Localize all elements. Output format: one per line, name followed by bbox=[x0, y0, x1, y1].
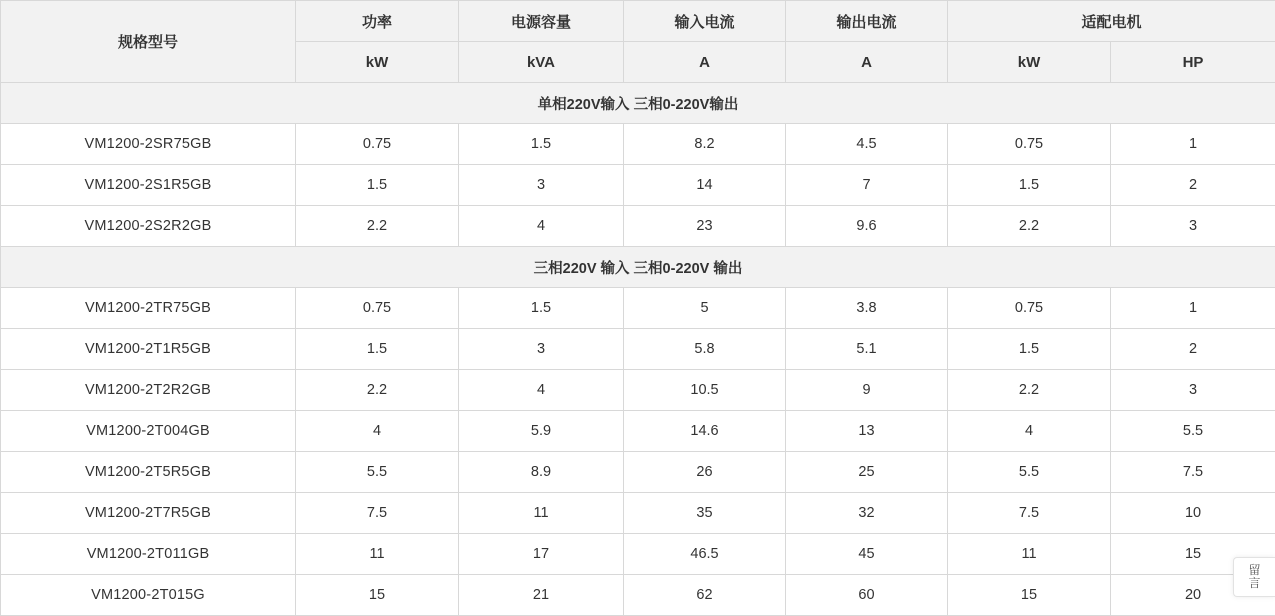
cell-motor-kw: 7.5 bbox=[948, 493, 1111, 534]
cell-motor-hp: 5.5 bbox=[1111, 411, 1275, 452]
cell-motor-kw: 1.5 bbox=[948, 329, 1111, 370]
cell-output-a: 9.6 bbox=[786, 206, 948, 247]
table-row bbox=[1, 575, 1275, 616]
header-unit-motor-kw: kW bbox=[948, 42, 1111, 83]
cell-supply-kva: 4 bbox=[459, 370, 624, 411]
cell-motor-kw: 0.75 bbox=[948, 288, 1111, 329]
cell-power-kw: 4 bbox=[296, 411, 459, 452]
cell-model: VM1200-2T015G bbox=[1, 575, 296, 616]
header-power: 功率 bbox=[296, 1, 459, 42]
cell-model: VM1200-2T7R5GB bbox=[1, 493, 296, 534]
cell-motor-hp: 7.5 bbox=[1111, 452, 1275, 493]
cell-power-kw: 5.5 bbox=[296, 452, 459, 493]
header-matched-motor: 适配电机 bbox=[948, 1, 1275, 42]
cell-output-a: 32 bbox=[786, 493, 948, 534]
cell-model: VM1200-2T5R5GB bbox=[1, 452, 296, 493]
header-unit-output-current: A bbox=[786, 42, 948, 83]
cell-power-kw: 0.75 bbox=[296, 288, 459, 329]
cell-output-a: 45 bbox=[786, 534, 948, 575]
cell-motor-kw: 1.5 bbox=[948, 165, 1111, 206]
table-row bbox=[1, 452, 1275, 493]
table-row bbox=[1, 124, 1275, 165]
cell-motor-kw: 0.75 bbox=[948, 124, 1111, 165]
cell-input-a: 8.2 bbox=[624, 124, 786, 165]
header-model: 规格型号 bbox=[1, 1, 296, 83]
cell-motor-kw: 15 bbox=[948, 575, 1111, 616]
header-supply-capacity: 电源容量 bbox=[459, 1, 624, 42]
cell-motor-hp: 3 bbox=[1111, 370, 1275, 411]
cell-input-a: 46.5 bbox=[624, 534, 786, 575]
cell-model: VM1200-2SR75GB bbox=[1, 124, 296, 165]
cell-output-a: 60 bbox=[786, 575, 948, 616]
cell-power-kw: 2.2 bbox=[296, 370, 459, 411]
cell-motor-hp: 1 bbox=[1111, 124, 1275, 165]
cell-input-a: 5.8 bbox=[624, 329, 786, 370]
cell-motor-kw: 4 bbox=[948, 411, 1111, 452]
cell-power-kw: 0.75 bbox=[296, 124, 459, 165]
header-unit-motor-hp: HP bbox=[1111, 42, 1275, 83]
cell-input-a: 14 bbox=[624, 165, 786, 206]
table-header-row-primary bbox=[1, 1, 1275, 42]
cell-power-kw: 2.2 bbox=[296, 206, 459, 247]
table-row bbox=[1, 370, 1275, 411]
cell-model: VM1200-2T004GB bbox=[1, 411, 296, 452]
cell-motor-kw: 2.2 bbox=[948, 370, 1111, 411]
cell-model: VM1200-2TR75GB bbox=[1, 288, 296, 329]
cell-power-kw: 1.5 bbox=[296, 165, 459, 206]
cell-output-a: 25 bbox=[786, 452, 948, 493]
table-row bbox=[1, 329, 1275, 370]
cell-motor-kw: 5.5 bbox=[948, 452, 1111, 493]
cell-supply-kva: 8.9 bbox=[459, 452, 624, 493]
cell-output-a: 7 bbox=[786, 165, 948, 206]
cell-output-a: 13 bbox=[786, 411, 948, 452]
cell-supply-kva: 5.9 bbox=[459, 411, 624, 452]
cell-output-a: 4.5 bbox=[786, 124, 948, 165]
cell-motor-hp: 2 bbox=[1111, 329, 1275, 370]
cell-model: VM1200-2T2R2GB bbox=[1, 370, 296, 411]
cell-supply-kva: 17 bbox=[459, 534, 624, 575]
cell-model: VM1200-2T1R5GB bbox=[1, 329, 296, 370]
section-title-row bbox=[1, 83, 1275, 124]
cell-power-kw: 1.5 bbox=[296, 329, 459, 370]
cell-power-kw: 15 bbox=[296, 575, 459, 616]
feedback-widget[interactable] bbox=[1233, 557, 1275, 597]
cell-input-a: 26 bbox=[624, 452, 786, 493]
cell-power-kw: 11 bbox=[296, 534, 459, 575]
cell-power-kw: 7.5 bbox=[296, 493, 459, 534]
table-row bbox=[1, 165, 1275, 206]
cell-input-a: 5 bbox=[624, 288, 786, 329]
cell-input-a: 35 bbox=[624, 493, 786, 534]
cell-motor-kw: 2.2 bbox=[948, 206, 1111, 247]
section-title: 三相220V 输入 三相0-220V 输出 bbox=[1, 247, 1275, 288]
table-row bbox=[1, 288, 1275, 329]
cell-output-a: 5.1 bbox=[786, 329, 948, 370]
cell-motor-hp: 1 bbox=[1111, 288, 1275, 329]
cell-supply-kva: 3 bbox=[459, 165, 624, 206]
cell-motor-hp: 2 bbox=[1111, 165, 1275, 206]
cell-input-a: 62 bbox=[624, 575, 786, 616]
cell-supply-kva: 4 bbox=[459, 206, 624, 247]
header-unit-power: kW bbox=[296, 42, 459, 83]
cell-motor-hp: 10 bbox=[1111, 493, 1275, 534]
cell-input-a: 10.5 bbox=[624, 370, 786, 411]
header-unit-supply-capacity: kVA bbox=[459, 42, 624, 83]
header-unit-input-current: A bbox=[624, 42, 786, 83]
cell-supply-kva: 11 bbox=[459, 493, 624, 534]
cell-model: VM1200-2S1R5GB bbox=[1, 165, 296, 206]
section-title-row bbox=[1, 247, 1275, 288]
header-input-current: 输入电流 bbox=[624, 1, 786, 42]
table-row bbox=[1, 411, 1275, 452]
cell-supply-kva: 1.5 bbox=[459, 288, 624, 329]
cell-output-a: 3.8 bbox=[786, 288, 948, 329]
table-row bbox=[1, 493, 1275, 534]
cell-model: VM1200-2S2R2GB bbox=[1, 206, 296, 247]
header-output-current: 输出电流 bbox=[786, 1, 948, 42]
cell-motor-hp: 20 bbox=[1111, 575, 1275, 616]
table-row bbox=[1, 534, 1275, 575]
cell-output-a: 9 bbox=[786, 370, 948, 411]
cell-motor-hp: 3 bbox=[1111, 206, 1275, 247]
section-title: 单相220V输入 三相0-220V输出 bbox=[1, 83, 1275, 124]
cell-input-a: 14.6 bbox=[624, 411, 786, 452]
cell-supply-kva: 21 bbox=[459, 575, 624, 616]
cell-supply-kva: 1.5 bbox=[459, 124, 624, 165]
feedback-widget-label: 留言 bbox=[1248, 564, 1262, 589]
cell-input-a: 23 bbox=[624, 206, 786, 247]
cell-motor-hp: 15 bbox=[1111, 534, 1275, 575]
table-row bbox=[1, 206, 1275, 247]
cell-model: VM1200-2T011GB bbox=[1, 534, 296, 575]
cell-supply-kva: 3 bbox=[459, 329, 624, 370]
cell-motor-kw: 11 bbox=[948, 534, 1111, 575]
